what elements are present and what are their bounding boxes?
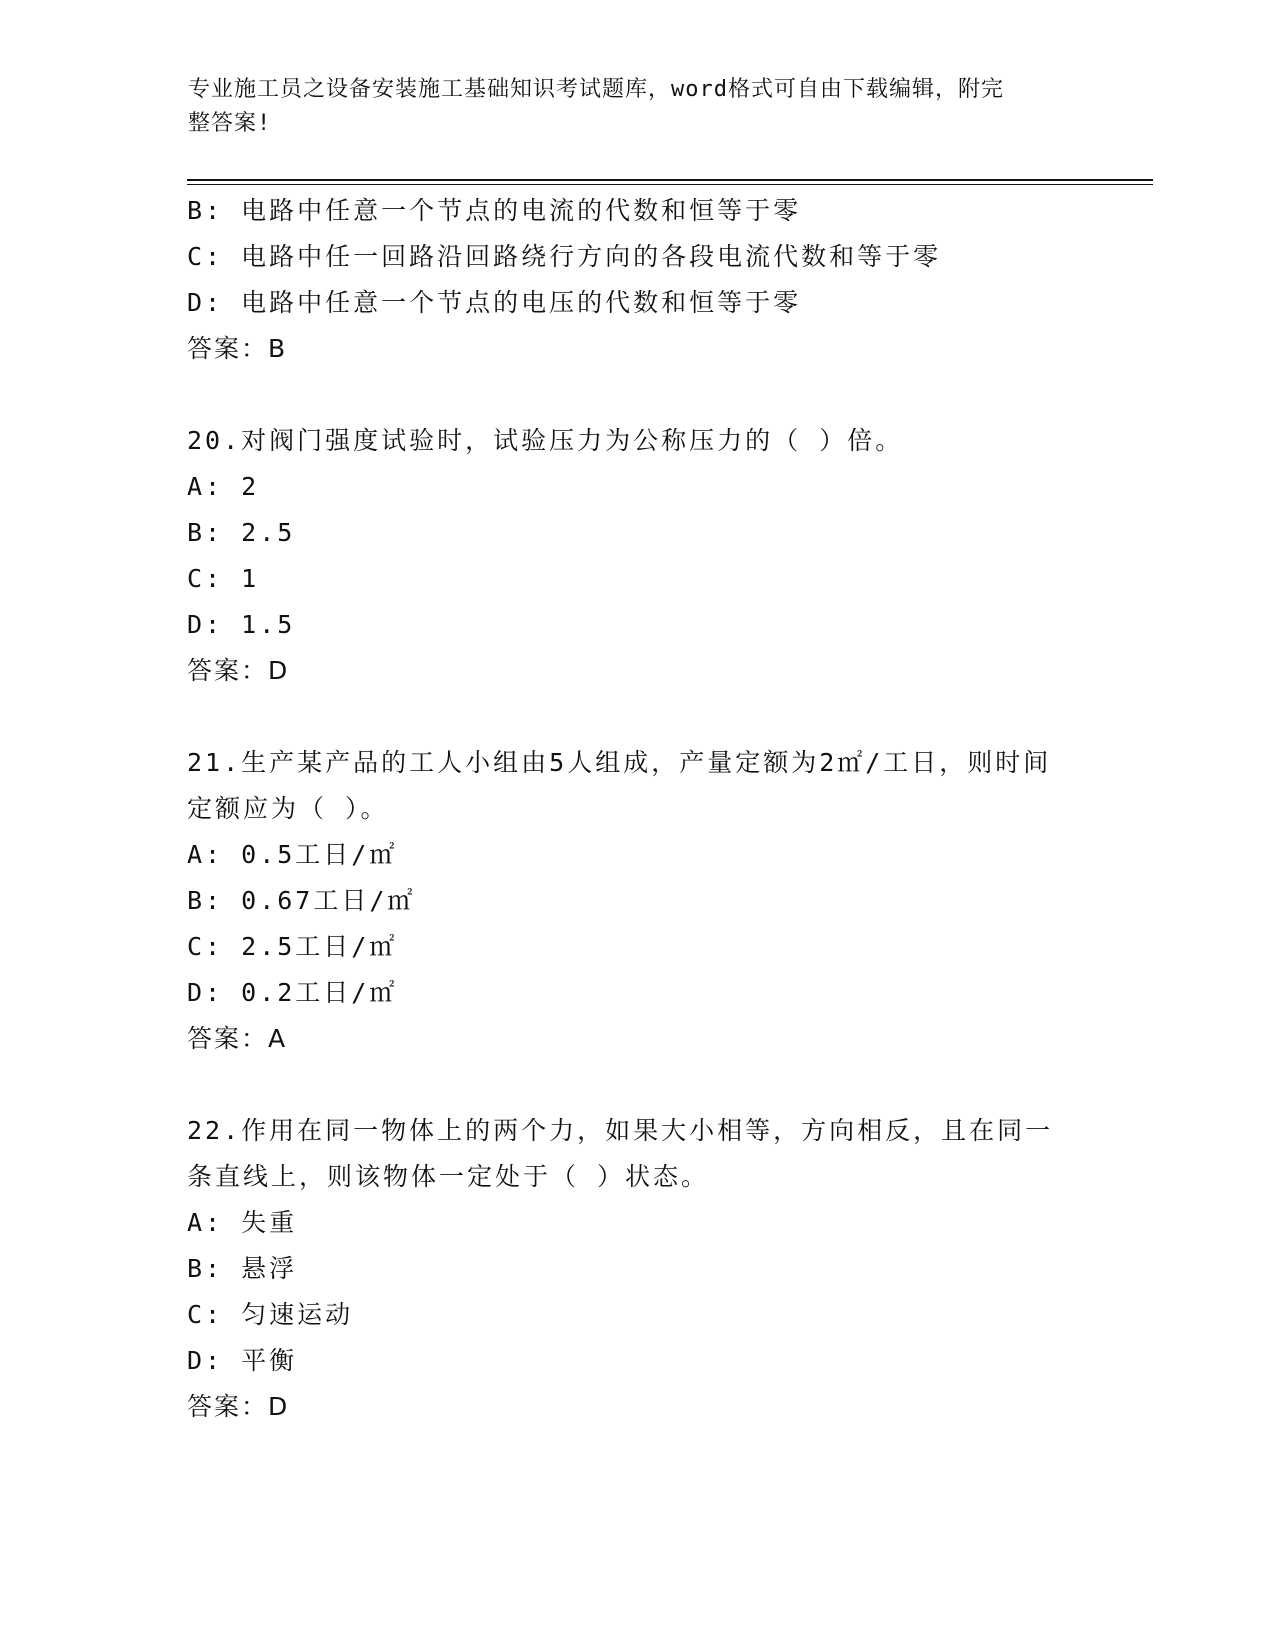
header-line-1: 专业施工员之设备安装施工基础知识考试题库，word格式可自由下载编辑，附完 bbox=[188, 77, 1004, 102]
question-20 bbox=[187, 418, 1087, 694]
question-list bbox=[187, 188, 1087, 1430]
option-d: D: 电路中任意一个节点的电压的代数和恒等于零 bbox=[187, 288, 802, 317]
question-stem-line-1: 21.生产某产品的工人小组由5人组成，产量定额为2㎡/工日，则时间 bbox=[187, 748, 1052, 777]
spacer bbox=[187, 694, 1087, 740]
question-21 bbox=[187, 740, 1087, 1062]
question-stem-line-1: 22.作用在同一物体上的两个力，如果大小相等，方向相反，且在同一 bbox=[187, 1116, 1054, 1145]
question-19-continued bbox=[187, 188, 1087, 372]
option-a: A: 0.5工日/㎡ bbox=[187, 840, 398, 869]
question-22 bbox=[187, 1108, 1087, 1430]
option-a: A: 2 bbox=[187, 472, 260, 501]
spacer bbox=[187, 1062, 1087, 1108]
option-d: D: 0.2工日/㎡ bbox=[187, 978, 398, 1007]
answer-label: 答案：B bbox=[187, 334, 288, 363]
option-a: A: 失重 bbox=[187, 1208, 298, 1237]
answer-label: 答案：D bbox=[187, 656, 290, 685]
option-c: C: 1 bbox=[187, 564, 260, 593]
spacer bbox=[187, 372, 1087, 418]
question-stem-line-2: 条直线上，则该物体一定处于（ ）状态。 bbox=[187, 1162, 710, 1191]
header-divider-thin bbox=[187, 184, 1153, 185]
option-b: B: 2.5 bbox=[187, 518, 296, 547]
option-b: B: 电路中任意一个节点的电流的代数和恒等于零 bbox=[187, 196, 802, 225]
answer-label: 答案：D bbox=[187, 1392, 290, 1421]
option-b: B: 0.67工日/㎡ bbox=[187, 886, 416, 915]
header-divider-thick bbox=[187, 179, 1153, 181]
option-c: C: 2.5工日/㎡ bbox=[187, 932, 398, 961]
document-header bbox=[188, 73, 1068, 141]
question-stem: 20.对阀门强度试验时，试验压力为公称压力的（ ）倍。 bbox=[187, 426, 904, 455]
option-d: D: 平衡 bbox=[187, 1346, 298, 1375]
option-d: D: 1.5 bbox=[187, 610, 296, 639]
option-c: C: 匀速运动 bbox=[187, 1300, 354, 1329]
option-b: B: 悬浮 bbox=[187, 1254, 298, 1283]
answer-label: 答案：A bbox=[187, 1024, 288, 1053]
option-c: C: 电路中任一回路沿回路绕行方向的各段电流代数和等于零 bbox=[187, 242, 942, 271]
header-line-2: 整答案! bbox=[188, 111, 272, 136]
question-stem-line-2: 定额应为（ ）。 bbox=[187, 794, 389, 823]
